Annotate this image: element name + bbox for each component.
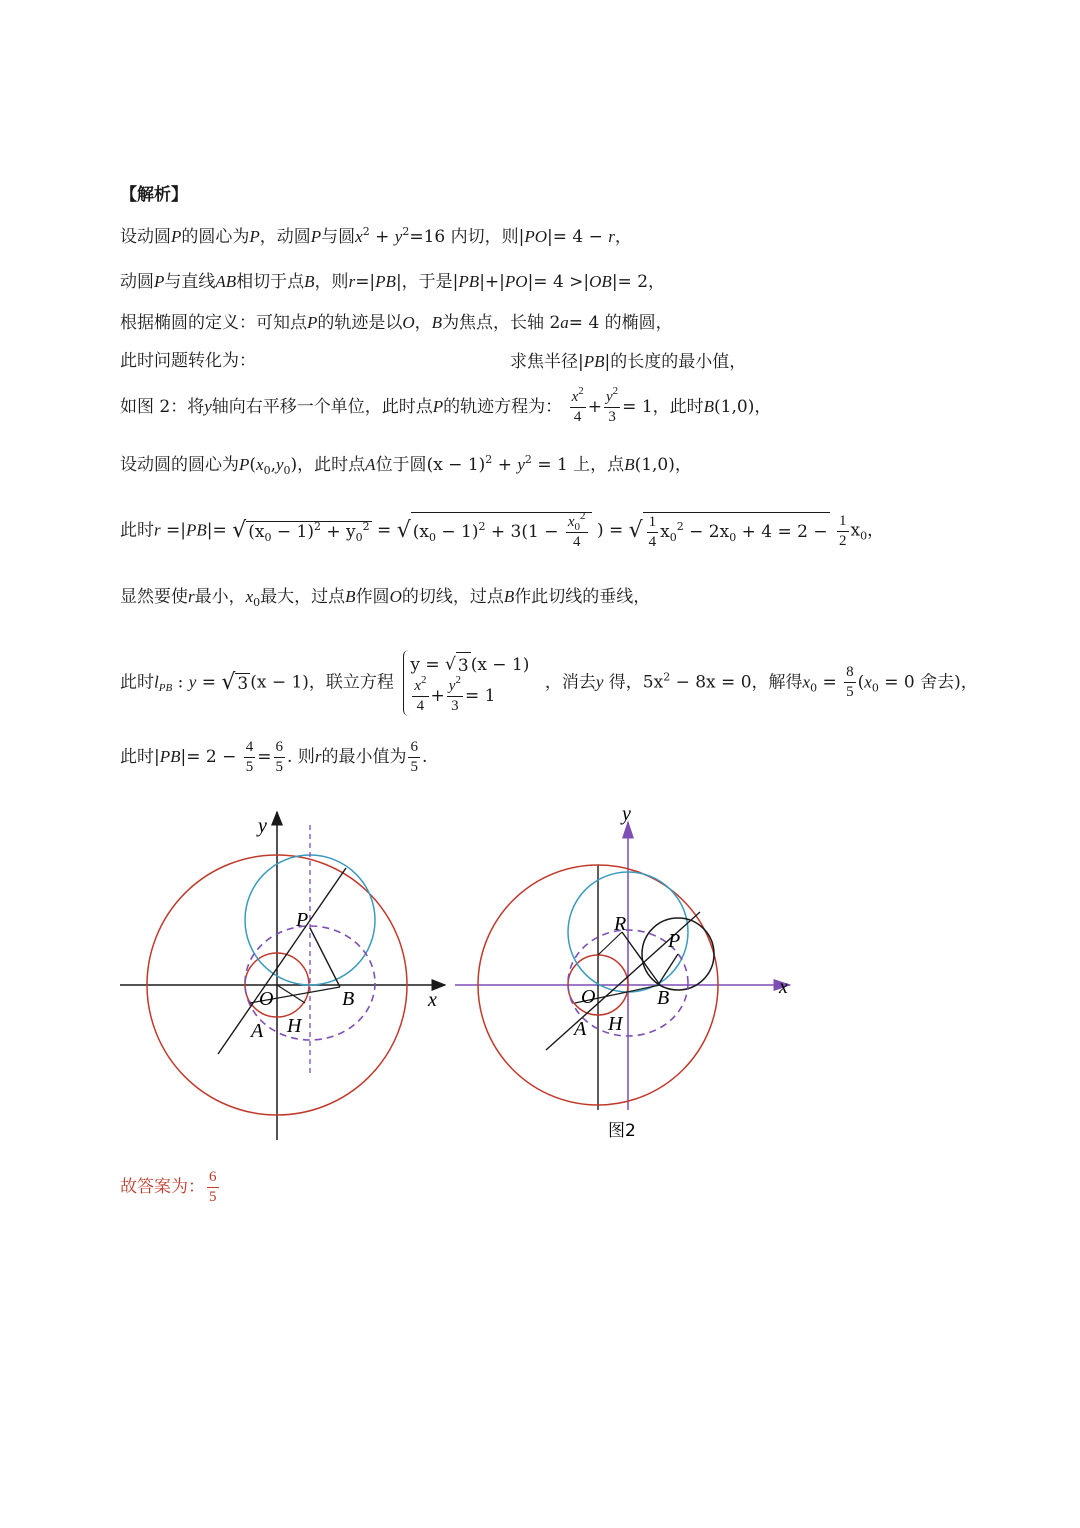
sqrt-expr-3: √ $\frac{1}{4}$ $x_0^2 - 2x_0 + 4 = 2$ − bbox=[628, 514, 828, 550]
fig1-label-O: O bbox=[259, 988, 274, 1010]
analysis-heading: 【解析】 bbox=[120, 185, 188, 205]
fig2-label-A: A bbox=[574, 1018, 587, 1040]
text-line-4: 此时问题转化为： 求焦半径|PB|的长度的最小值， bbox=[120, 351, 747, 372]
fig1-label-H: H bbox=[287, 1015, 302, 1037]
fig1-label-B: B bbox=[342, 988, 355, 1010]
fig1-segment-PB bbox=[310, 928, 340, 987]
sqrt-expr-2: √ $(x_0 - 1)^2 + 3(1$ − $\frac{x_0^2}{4}$ bbox=[397, 512, 592, 550]
fig2-label-B: B bbox=[657, 987, 670, 1009]
fig1-label-y: y bbox=[258, 815, 267, 837]
figure-2 bbox=[455, 803, 790, 1141]
fig2-label-R: R bbox=[614, 913, 627, 935]
text-line-9: 此时$l_{PB}$ : y = √ 3 (x − 1)，联立方程 y = √ 3 (x − 1) $\frac{x^2}{4}$ + $\frac{y^2}{3}$ = 1 ，消去y 得，$5x^2 - 8x = 0$，解得$x_0$ = $\frac{8}{5}$ ($x_0 = 0$ 舍去)， bbox=[120, 650, 978, 716]
fig2-caption: 图2 bbox=[608, 1121, 636, 1141]
fig2-label-O: O bbox=[581, 986, 596, 1008]
fig2-label-y: y bbox=[622, 803, 631, 825]
equation-system: y = √ 3 (x − 1) $\frac{x^2}{4}$ + $\frac{y^2}{3}$ = 1 bbox=[403, 650, 535, 716]
text-line-7: 此时r =|PB|= √ $(x_0 - 1)^2 + y_0^2$ = √ $(x_0 - 1)^2 + 3(1$ − $\frac{x_0^2}{4}$ ) = √ $\frac{1}{4}$ $x_0^2 - 2x_0 + 4 = 2$ − $\frac{1}{2}$ $x_0$， bbox=[120, 510, 885, 550]
fig1-label-A: A bbox=[251, 1020, 264, 1042]
text-line-3: 根据椭圆的定义：可知点P的轨迹是以O，B为焦点，长轴 2a= 4 的椭圆， bbox=[120, 313, 673, 333]
text-line-8: 显然要使r最小，$x_0$最大，过点B作圆O的切线，过点B作此切线的垂线， bbox=[120, 587, 651, 609]
fig2-label-x: x bbox=[779, 976, 788, 998]
text-line-1: 设动圆P的圆心为P，动圆P与圆$x^2 + y^2=16$ 内切，则|PO|= 4 − r， bbox=[120, 225, 632, 247]
frac-y2-3: $\frac{y^2}{3}$ bbox=[606, 385, 619, 425]
text-line-2: 动圆P与直线AB相切于点B，则r=|PB|，于是|PB|+|PO|= 4 >|OB|= 2， bbox=[120, 272, 666, 292]
final-answer: 故答案为： $\frac{6}{5}$ bbox=[120, 1169, 217, 1205]
frac-x2-4: $\frac{x^2}{4}$ bbox=[571, 385, 584, 425]
fig2-label-P: P bbox=[668, 930, 681, 952]
figure-1 bbox=[120, 812, 445, 1140]
fig1-label-P: P bbox=[296, 909, 309, 931]
fig1-label-x: x bbox=[428, 989, 437, 1011]
fig2-label-H: H bbox=[608, 1013, 623, 1035]
text-line-5: 如图 2：将y轴向右平移一个单位，此时点P的轨迹方程为： $\frac{x^2}{4}$ + $\frac{y^2}{3}$ = 1，此时B(1,0)， bbox=[120, 385, 772, 425]
fig2-segment-OR bbox=[598, 932, 622, 955]
text-line-10: 此时|PB|= 2 − $\frac{4}{5}$ = $\frac{6}{5}$ . 则r的最小值为 $\frac{6}{5}$ . bbox=[120, 739, 428, 775]
sqrt-expr-1: √ $(x_0 - 1)^2 + y_0^2$ bbox=[232, 518, 370, 544]
text-line-6: 设动圆的圆心为$P(x_0,y_0)$，此时点A位于圆$(x - 1)^2 + y^2 = 1$ 上，点B(1,0)， bbox=[120, 453, 692, 477]
